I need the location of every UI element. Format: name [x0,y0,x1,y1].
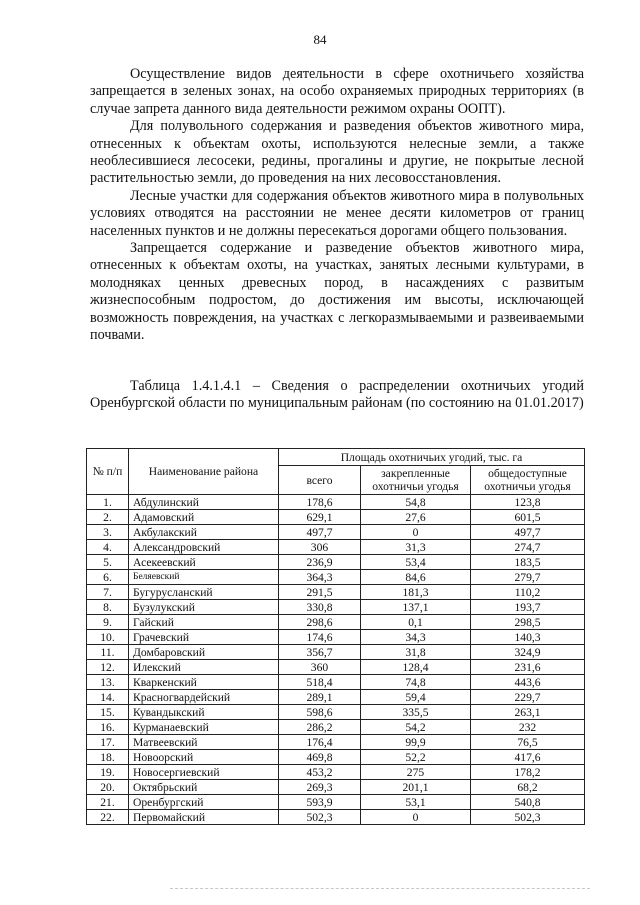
hunting-grounds-table [86,448,585,825]
row-name: Новосергиевский [129,765,279,780]
row-assigned: 34,3 [361,630,471,645]
row-name: Оренбургский [129,795,279,810]
row-assigned: 53,4 [361,555,471,570]
row-num: 4. [87,540,129,555]
row-assigned: 99,9 [361,735,471,750]
paragraph: Лесные участки для содержания объектов животного мира в полувольных условиях отводятся на расстоянии не менее десяти километров от границ населенных пунктов и не должны пересекаться дорогами общего пользования. [90,187,584,239]
row-total: 286,2 [279,720,361,735]
row-assigned: 137,1 [361,600,471,615]
table-row [87,660,585,675]
row-assigned: 128,4 [361,660,471,675]
row-total: 178,6 [279,495,361,510]
table-row [87,540,585,555]
row-total: 497,7 [279,525,361,540]
row-public: 110,2 [471,585,585,600]
row-public: 298,5 [471,615,585,630]
header-assigned: закрепленные охотничьи угодья [361,466,471,495]
table-caption: Таблица 1.4.1.4.1 – Сведения о распределении охотничьих угодий Оренбургской области по муниципальным районам (по состоянию на 01.01.2017) [90,378,584,412]
table-row [87,570,585,585]
row-name: Кувандыкский [129,705,279,720]
header-total: всего [279,466,361,495]
row-num: 5. [87,555,129,570]
row-num: 6. [87,570,129,585]
header-public: общедоступные охотничьи угодья [471,466,585,495]
row-name: Беляевский [129,570,279,585]
row-total: 289,1 [279,690,361,705]
row-num: 20. [87,780,129,795]
row-num: 22. [87,810,129,825]
row-assigned: 54,2 [361,720,471,735]
row-assigned: 54,8 [361,495,471,510]
row-num: 16. [87,720,129,735]
row-public: 263,1 [471,705,585,720]
row-name: Илекский [129,660,279,675]
row-num: 10. [87,630,129,645]
row-num: 21. [87,795,129,810]
row-public: 274,7 [471,540,585,555]
row-num: 13. [87,675,129,690]
row-public: 183,5 [471,555,585,570]
table-row [87,810,585,825]
row-num: 9. [87,615,129,630]
row-assigned: 275 [361,765,471,780]
row-assigned: 84,6 [361,570,471,585]
table-row [87,645,585,660]
row-public: 540,8 [471,795,585,810]
row-name: Кваркенский [129,675,279,690]
row-assigned: 0,1 [361,615,471,630]
row-public: 123,8 [471,495,585,510]
row-total: 364,3 [279,570,361,585]
row-num: 19. [87,765,129,780]
row-public: 232 [471,720,585,735]
row-public: 178,2 [471,765,585,780]
row-name: Домбаровский [129,645,279,660]
row-name: Адамовский [129,510,279,525]
row-public: 279,7 [471,570,585,585]
row-total: 236,9 [279,555,361,570]
row-public: 229,7 [471,690,585,705]
row-public: 231,6 [471,660,585,675]
row-public: 443,6 [471,675,585,690]
table-row [87,750,585,765]
body-text [90,66,584,345]
row-public: 417,6 [471,750,585,765]
row-total: 469,8 [279,750,361,765]
row-num: 14. [87,690,129,705]
header-num: № п/п [87,449,129,495]
row-public: 193,7 [471,600,585,615]
row-total: 598,6 [279,705,361,720]
row-assigned: 201,1 [361,780,471,795]
row-num: 12. [87,660,129,675]
table-row [87,510,585,525]
row-total: 593,9 [279,795,361,810]
row-name: Асекеевский [129,555,279,570]
table-row [87,675,585,690]
row-num: 11. [87,645,129,660]
page-number: 84 [313,32,327,47]
row-num: 1. [87,495,129,510]
row-total: 176,4 [279,735,361,750]
row-assigned: 74,8 [361,675,471,690]
row-name: Октябрьский [129,780,279,795]
table-row [87,735,585,750]
header-name: Наименование района [129,449,279,495]
row-name: Грачевский [129,630,279,645]
table-row [87,585,585,600]
row-public: 324,9 [471,645,585,660]
row-name: Бугурусланский [129,585,279,600]
row-assigned: 181,3 [361,585,471,600]
row-total: 629,1 [279,510,361,525]
row-num: 15. [87,705,129,720]
row-assigned: 0 [361,810,471,825]
row-name: Александровский [129,540,279,555]
table-row [87,690,585,705]
row-name: Бузулукский [129,600,279,615]
row-assigned: 31,8 [361,645,471,660]
table-row [87,600,585,615]
paragraph: Для полувольного содержания и разведения объектов животного мира, отнесенных к объектам охоты, используются нелесные земли, а также необлесившиеся лесосеки, редины, прогалины и другие, не покрытые лесной растительностью земли, до проведения на них лесовосстановления. [90,118,584,187]
row-total: 330,8 [279,600,361,615]
table-row [87,555,585,570]
row-assigned: 31,3 [361,540,471,555]
row-num: 3. [87,525,129,540]
row-num: 2. [87,510,129,525]
row-name: Первомайский [129,810,279,825]
table-row [87,495,585,510]
row-public: 76,5 [471,735,585,750]
row-total: 174,6 [279,630,361,645]
row-total: 306 [279,540,361,555]
row-public: 502,3 [471,810,585,825]
row-num: 7. [87,585,129,600]
table-row [87,795,585,810]
row-total: 453,2 [279,765,361,780]
row-name: Акбулакский [129,525,279,540]
row-name: Красногвардейский [129,690,279,705]
row-public: 497,7 [471,525,585,540]
row-total: 269,3 [279,780,361,795]
paragraph: Осуществление видов деятельности в сфере охотничьего хозяйства запрещается в зеленых зонах, на особо охраняемых природных территориях (в случае запрета данного вида деятельности режимом охраны ООПТ). [90,66,584,117]
table-row [87,780,585,795]
row-assigned: 52,2 [361,750,471,765]
row-assigned: 335,5 [361,705,471,720]
row-num: 8. [87,600,129,615]
row-name: Матвеевский [129,735,279,750]
paragraph: Запрещается содержание и разведение объектов животного мира, отнесенных к объектам охоты, на участках, занятых лесными культурами, в молодняках ценных древесных пород, в насаждениях с развитым жизнеспособным подростом, до достижения им высоты, исключающей возможность повреждения, на участках с легкоразмываемыми и развеиваемыми почвами. [90,240,584,344]
table-row [87,765,585,780]
table-row [87,720,585,735]
table-row [87,705,585,720]
row-assigned: 59,4 [361,690,471,705]
table-row [87,630,585,645]
row-total: 291,5 [279,585,361,600]
row-total: 298,6 [279,615,361,630]
row-total: 360 [279,660,361,675]
table-row [87,525,585,540]
row-assigned: 27,6 [361,510,471,525]
row-total: 518,4 [279,675,361,690]
row-num: 18. [87,750,129,765]
bottom-scan-line [170,888,590,889]
row-public: 601,5 [471,510,585,525]
row-name: Абдулинский [129,495,279,510]
row-assigned: 0 [361,525,471,540]
row-public: 68,2 [471,780,585,795]
row-total: 502,3 [279,810,361,825]
row-num: 17. [87,735,129,750]
row-assigned: 53,1 [361,795,471,810]
row-name: Новоорский [129,750,279,765]
row-name: Гайский [129,615,279,630]
table-body [87,495,585,825]
row-public: 140,3 [471,630,585,645]
row-name: Курманаевский [129,720,279,735]
table-row [87,615,585,630]
row-total: 356,7 [279,645,361,660]
header-area-group: Площадь охотничьих угодий, тыс. га [279,449,585,466]
